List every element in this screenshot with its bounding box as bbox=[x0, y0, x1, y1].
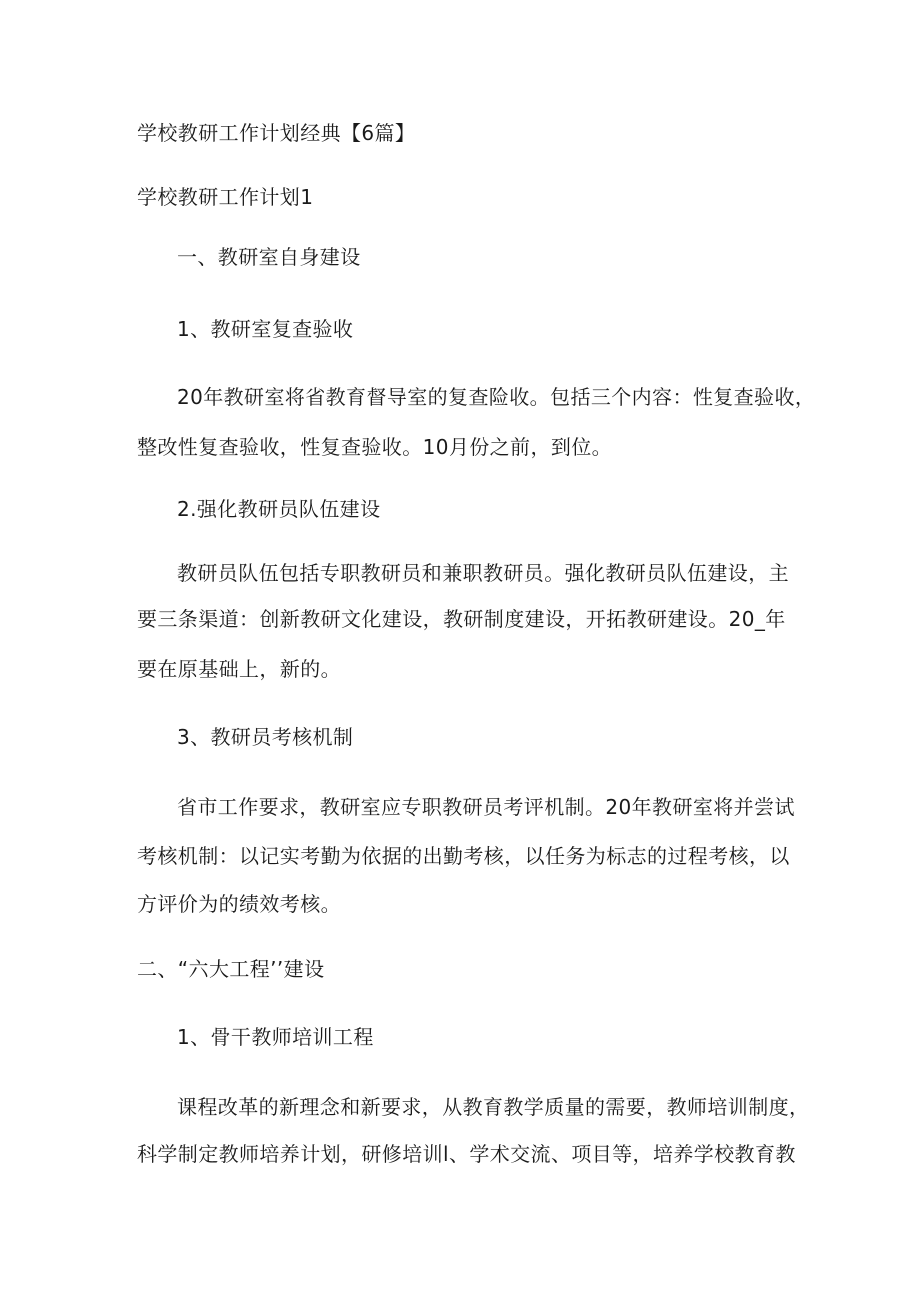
item-1-3-paragraph-line-1: 省市工作要求，教研室应专职教研员考评机制。20年教研室将并尝试 bbox=[177, 795, 795, 819]
item-2-1-paragraph-line-1: 课程改革的新理念和新要求，从教育教学质量的需要，教师培训制度， bbox=[177, 1095, 810, 1119]
item-1-2-paragraph-line-1: 教研员队伍包括专职教研员和兼职教研员。强化教研员队伍建设，主 bbox=[177, 561, 789, 585]
document-subtitle: 学校教研工作计划1 bbox=[137, 185, 314, 209]
item-1-2-paragraph-line-2: 要三条渠道：创新教研文化建设，教研制度建设，开拓教研建设。20_年 bbox=[137, 607, 786, 631]
item-1-2-paragraph-line-3: 要在原基础上，新的。 bbox=[137, 657, 341, 681]
item-1-1-paragraph-line-2: 整改性复查验收，性复查验收。10月份之前，到位。 bbox=[137, 435, 613, 459]
item-1-1-paragraph-line-1: 20年教研室将省教育督导室的复查险收。包括三个内容：性复查验收， bbox=[177, 385, 816, 409]
document-title: 学校教研工作计划经典【6篇】 bbox=[137, 121, 416, 145]
item-2-1-paragraph-line-2: 科学制定教师培养计划，研修培训l、学术交流、项目等，培养学校教育教 bbox=[137, 1142, 796, 1166]
section-1-heading: 一、教研室自身建设 bbox=[177, 245, 361, 269]
item-1-3-paragraph-line-2: 考核机制：以记实考勤为依据的出勤考核，以任务为标志的过程考核，以 bbox=[137, 844, 790, 868]
item-2-1-heading: 1、骨干教师培训工程 bbox=[177, 1025, 374, 1049]
item-1-3-paragraph-line-3: 方评价为的绩效考核。 bbox=[137, 892, 341, 916]
item-1-1-heading: 1、教研室复查验收 bbox=[177, 317, 354, 341]
item-1-3-heading: 3、教研员考核机制 bbox=[177, 725, 354, 749]
item-1-2-heading: 2.强化教研员队伍建设 bbox=[177, 497, 381, 521]
section-2-heading: 二、“六大工程’’建设 bbox=[137, 957, 325, 981]
